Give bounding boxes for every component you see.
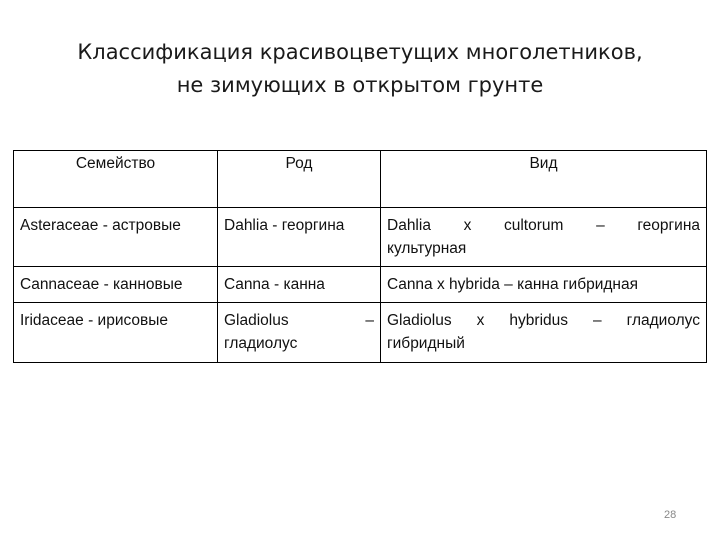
header-genus: Род (218, 151, 381, 208)
cell-family: Asteraceae - астровые (14, 208, 218, 267)
cell-genus-line-2: гладиолус (224, 335, 298, 352)
classification-table (13, 150, 707, 363)
page-number: 28 (664, 509, 677, 521)
table-row (14, 303, 707, 363)
cell-genus: Dahlia - георгина (218, 208, 381, 267)
table-header-row (14, 151, 707, 208)
cell-family: Cannaceae - канновые (14, 267, 218, 303)
cell-species-line-1: Dahlia x cultorum – георгина (387, 217, 700, 234)
cell-genus: Canna - канна (218, 267, 381, 303)
cell-species: Canna x hybrida – канна гибридная (381, 267, 707, 303)
title-line-2: не зимующих в открытом грунте (176, 73, 544, 97)
cell-species-line-2: культурная (387, 240, 467, 257)
slide-title (40, 36, 680, 102)
cell-genus-line-1: Gladiolus – (224, 312, 374, 329)
cell-genus (218, 303, 381, 363)
table-row (14, 267, 707, 303)
cell-family: Iridaceae - ирисовые (14, 303, 218, 363)
header-family: Семейство (14, 151, 218, 208)
header-species: Вид (381, 151, 707, 208)
cell-species (381, 208, 707, 267)
cell-species-line-2: гибридный (387, 335, 465, 352)
title-line-1: Классификация красивоцветущих многолетников, (77, 40, 643, 64)
cell-species (381, 303, 707, 363)
table-row (14, 208, 707, 267)
cell-species-line-1: Gladiolus x hybridus – гладиолус (387, 312, 700, 329)
